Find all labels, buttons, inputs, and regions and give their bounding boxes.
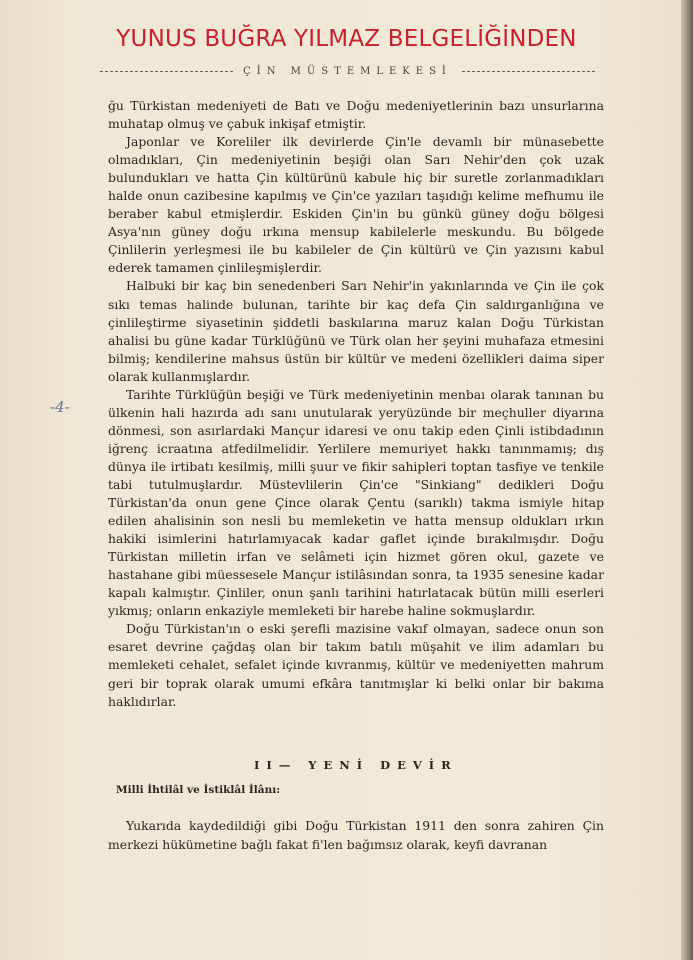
running-header xyxy=(100,62,595,80)
body-text-continued xyxy=(108,816,604,854)
paragraph: Doğu Türkistan'ın o eski şerefli mazisine vakıf olmayan, sadece onun son esaret devrine çağdaş olan bir takım batılı müşahit ve ilim adamları bu memleketi cehalet, sefalet içinde kıvranmış, kültür ve medeniyetten mahrum geri bir toprak olarak umumi efkâra tanıtmışlar ki belki onlar bir bakıma haklıdırlar. xyxy=(108,621,604,709)
page-binding-edge xyxy=(681,0,693,960)
section-heading: II— YENİ DEVİR xyxy=(254,758,458,772)
header-rule-left xyxy=(100,71,233,72)
paragraph: ğu Türkistan medeniyeti de Batı ve Doğu medeniyetlerinin bazı unsurlarına muhatap olmuş ve çabuk inkişaf etmiştir. xyxy=(108,98,604,132)
paragraph: Halbuki bir kaç bin senedenberi Sarı Nehir'in yakınlarında ve Çin ile çok sıkı temas halinde bulunan, tarihte bir kaç defa Çin saldırganlığına ve çinlileştirme siyasetinin şiddetli baskılarına maruz kalan Doğu Türkistan ahalisi bu güne kadar Türklüğünü ve Türk olan her şeyini muhafaza etmesini bilmiş; kendilerine mahsus üstün bir kültür ve medeni özellikleri daima siper olarak kullanmışlardır. xyxy=(108,278,604,384)
body-text xyxy=(108,97,604,711)
paragraph: Tarihte Türklüğün beşiği ve Türk medeniyetinin menbaı olarak tanınan bu ülkenin hali hazırda adı sanı unutularak yeryüzünde bir meçhuller diyarına dönmesi, son asırlardaki Mançur idaresi ve onu takip eden Çinli istibdadının iğrenç icraatına atfedilmelidir. Yerlilere memuriyet hakkı tanınmamış; dış dünya ile irtibatı kesilmiş, milli şuur ve fikir sahipleri toptan tasfiye ve tenkile tabi tutulmuşlardır. Müstevlilerin Çin'ce "Sinkiang" dedikleri Doğu Türkistan'da onun gene Çince olarak Çentu (sarıklı) takma ismiyle hitap edilen ahalisinin son nesli bu memleketin ve hatta mensup oldukları ırkın hakiki isimlerini hatırlamıyacak kadar gaflet içinde bırakılmışdır. Doğu Türkistan milletin irfan ve selâmeti için hizmet gören okul, gazete ve hastahane gibi müessesele Mançur istilâsından sonra, ta 1935 senesine kadar kapalı kalmıştır. Çinliler, onun şanlı tarihini hatırlatacak bütün milli eserleri yıkmış; onların enkaziyle memleketi bir harebe haline sokmuşlardır. xyxy=(108,386,604,619)
margin-annotation: -4- xyxy=(50,398,70,416)
header-rule-right xyxy=(462,71,595,72)
paragraph: Yukarıda kaydedildiği gibi Doğu Türkistan 1911 den sonra zahiren Çin merkezi hükümetine bağlı fakat fi'len bağımsız olarak, keyfi davranan xyxy=(108,818,604,852)
sub-heading: Milli İhtilâl ve İstiklâl İlânı: xyxy=(116,784,281,796)
archive-watermark: YUNUS BUĞRA YILMAZ BELGELİĞİNDEN xyxy=(116,26,577,52)
running-header-text: ÇİN MÜSTEMLEKESİ xyxy=(243,65,452,77)
paragraph: Japonlar ve Koreliler ilk devirlerde Çin'le devamlı bir münasebette olmadıkları, Çin medeniyetinin beşiği olan Sarı Nehir'den çok uzak bulundukları ve hatta Çin kültürünü kabule hiç bir suretle zorlanmadıkları halde onun cazibesine kapılmış ve Çin'ce yazıları taşıdığı kelime mefhumu ile beraber kabul etmişlerdir. Eskiden Çin'in bu günkü güney doğu bölgesi Asya'nın güney doğu ırkına mensup kabilelerle meskundu. Bu bölgede Çinlilerin yerleşmesi ile bu kabileler de Çin kültürü ve Çin yazısını kabul ederek tamamen çinlileşmişlerdir. xyxy=(108,134,604,276)
